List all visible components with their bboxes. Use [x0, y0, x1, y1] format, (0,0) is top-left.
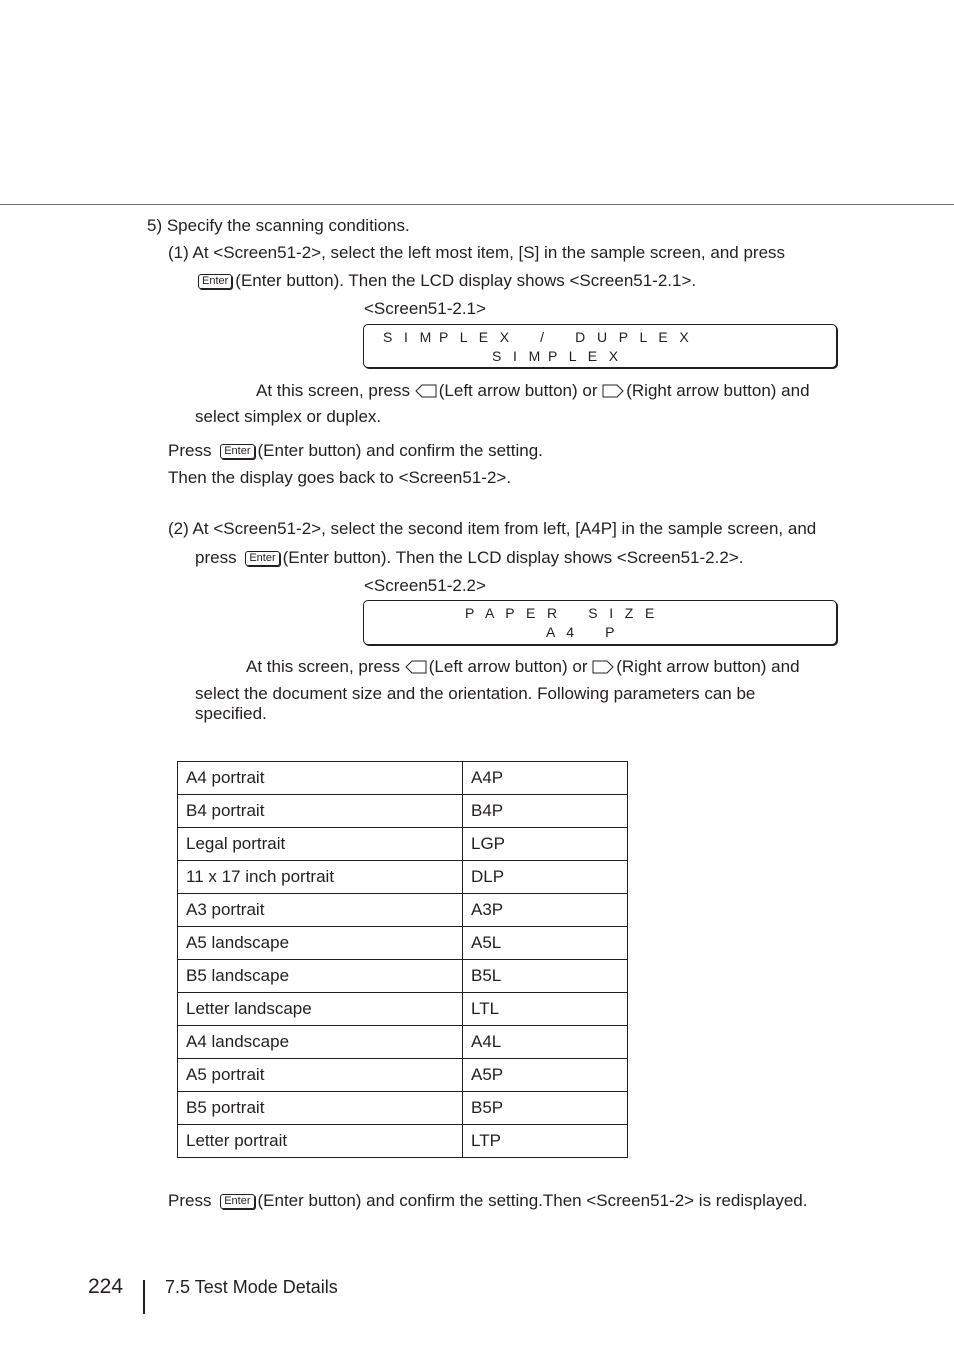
instr1-pre: At this screen, press — [256, 381, 411, 400]
left-arrow-button-icon — [415, 384, 437, 398]
substep1-press — [168, 441, 543, 461]
table-row — [178, 828, 628, 861]
lcd-screen-1 — [363, 324, 837, 368]
footer-divider — [143, 1280, 145, 1314]
step-heading: 5) Specify the scanning conditions. — [147, 216, 410, 235]
table-row — [178, 993, 628, 1026]
lcd2-row1: P A P E R S I Z E — [465, 605, 655, 621]
size-code-cell: LTL — [463, 993, 628, 1026]
instr1-right: (Right arrow button) and — [626, 381, 810, 400]
final-press — [168, 1191, 807, 1211]
lcd-screen-2 — [363, 600, 837, 645]
instr1-left: (Left arrow button) or — [438, 381, 598, 400]
lcd1-row1: S I M P L E X / D U P L E X — [383, 329, 689, 345]
size-code-cell: LGP — [463, 828, 628, 861]
size-code-cell: LTP — [463, 1125, 628, 1158]
instr2-left: (Left arrow button) or — [428, 657, 588, 676]
size-name-cell: A4 portrait — [178, 762, 463, 795]
lcd1-row2: S I M P L E X — [492, 348, 619, 364]
size-code-cell: DLP — [463, 861, 628, 894]
substep1-line1: (1) At <Screen51-2>, select the left most item, [S] in the sample screen, and press — [168, 243, 786, 262]
table-row — [178, 1092, 628, 1125]
size-name-cell: B4 portrait — [178, 795, 463, 828]
instr2-right: (Right arrow button) and — [616, 657, 800, 676]
right-arrow-button-icon — [602, 384, 624, 398]
page-number: 224 — [88, 1275, 124, 1298]
size-name-cell: A3 portrait — [178, 894, 463, 927]
size-code-cell: A5L — [463, 927, 628, 960]
size-name-cell: A4 landscape — [178, 1026, 463, 1059]
substep1-line2-text: (Enter button). Then the LCD display shows <Screen51-2.1>. — [235, 271, 697, 290]
size-name-cell: B5 portrait — [178, 1092, 463, 1125]
size-code-cell: A3P — [463, 894, 628, 927]
enter-key-icon: Enter — [198, 274, 232, 289]
size-code-cell: B4P — [463, 795, 628, 828]
press-word: Press — [168, 441, 212, 460]
size-name-cell: Letter landscape — [178, 993, 463, 1026]
substep2-line2 — [195, 548, 743, 568]
header-rule — [0, 204, 954, 205]
size-code-cell: A4P — [463, 762, 628, 795]
screen-label-1: <Screen51-2.1> — [364, 299, 486, 318]
size-name-cell: A5 landscape — [178, 927, 463, 960]
footer-section-title: 7.5 Test Mode Details — [165, 1277, 338, 1297]
table-row — [178, 795, 628, 828]
instr2-pre: At this screen, press — [246, 657, 401, 676]
paper-size-table-body — [178, 762, 628, 1158]
size-code-cell: A5P — [463, 1059, 628, 1092]
table-row — [178, 1026, 628, 1059]
size-code-cell: A4L — [463, 1026, 628, 1059]
table-row — [178, 1125, 628, 1158]
substep2-line2-text: (Enter button). Then the LCD display shows <Screen51-2.2>. — [282, 548, 744, 567]
size-name-cell: Legal portrait — [178, 828, 463, 861]
left-arrow-button-icon — [405, 660, 427, 674]
size-name-cell: A5 portrait — [178, 1059, 463, 1092]
substep1-line2 — [198, 271, 696, 291]
substep1-instruction — [256, 381, 810, 401]
final-text: (Enter button) and confirm the setting.Then <Screen51-2> is redisplayed. — [257, 1191, 808, 1210]
size-code-cell: B5P — [463, 1092, 628, 1125]
enter-key-icon: Enter — [245, 551, 279, 566]
substep1-back: Then the display goes back to <Screen51-2>. — [168, 468, 512, 487]
table-row — [178, 960, 628, 993]
press-word: Press — [168, 1191, 212, 1210]
substep1-instruction-line2: select simplex or duplex. — [195, 407, 382, 426]
table-row — [178, 894, 628, 927]
substep2-instruction-line2: select the document size and the orientation. Following parameters can be — [195, 684, 756, 703]
lcd2-row2: A 4 P — [546, 624, 615, 640]
press-word: press — [195, 548, 237, 567]
press-text: (Enter button) and confirm the setting. — [257, 441, 543, 460]
size-name-cell: B5 landscape — [178, 960, 463, 993]
substep2-instruction — [246, 657, 800, 677]
paper-size-table — [177, 761, 628, 1158]
enter-key-icon: Enter — [220, 1194, 254, 1209]
table-row — [178, 1059, 628, 1092]
size-name-cell: Letter portrait — [178, 1125, 463, 1158]
table-row — [178, 927, 628, 960]
substep2-line1: (2) At <Screen51-2>, select the second item from left, [A4P] in the sample screen, and — [168, 519, 817, 538]
substep2-instruction-line3: specified. — [195, 704, 267, 723]
size-code-cell: B5L — [463, 960, 628, 993]
table-row — [178, 762, 628, 795]
screen-label-2: <Screen51-2.2> — [364, 576, 486, 595]
size-name-cell: 11 x 17 inch portrait — [178, 861, 463, 894]
right-arrow-button-icon — [592, 660, 614, 674]
enter-key-icon: Enter — [220, 444, 254, 459]
table-row — [178, 861, 628, 894]
